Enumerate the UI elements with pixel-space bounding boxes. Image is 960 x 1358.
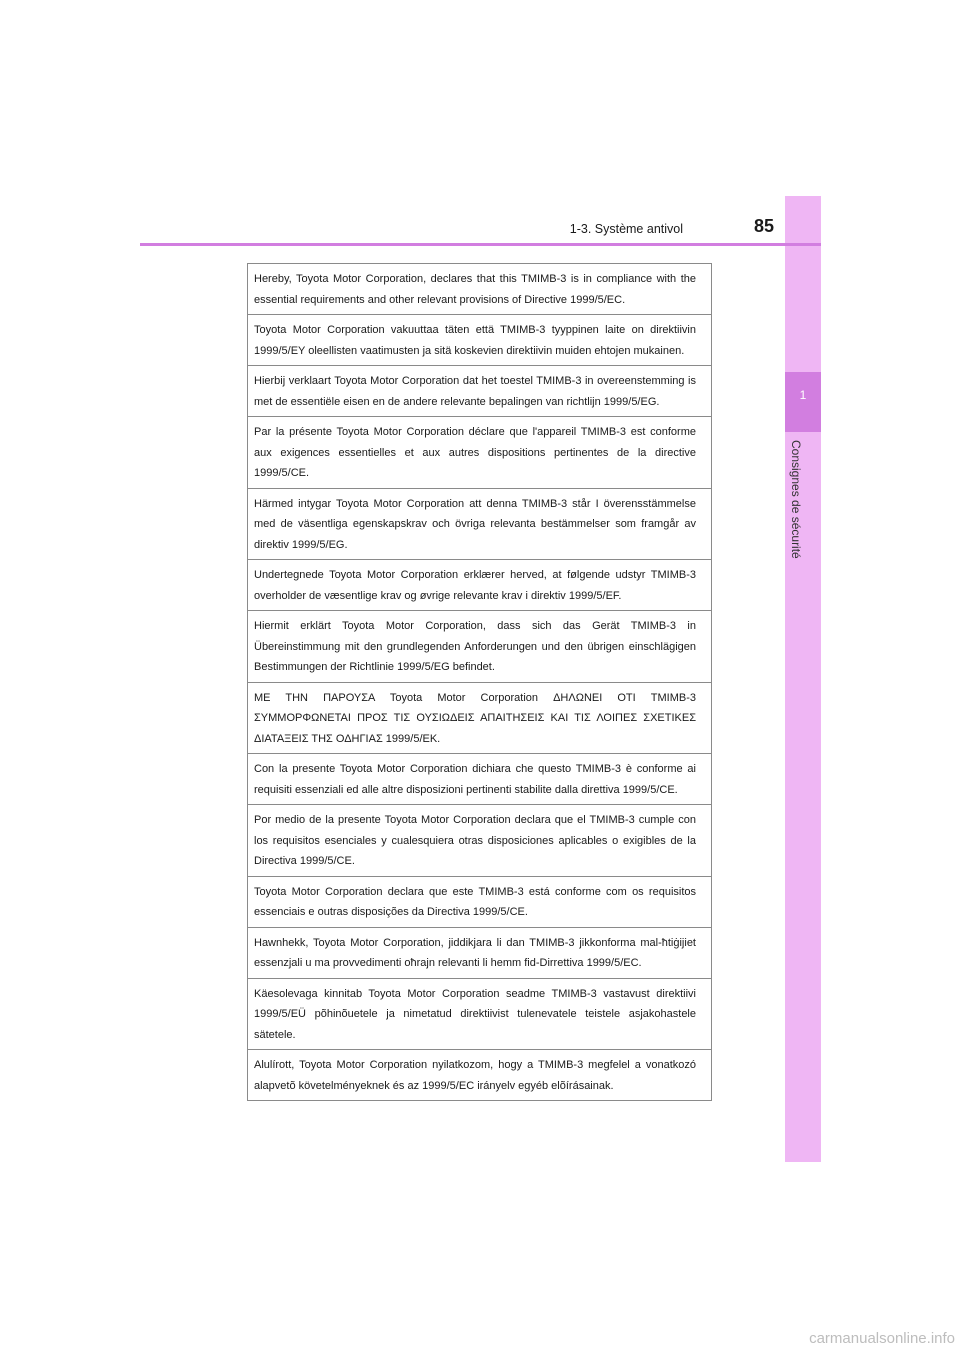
- table-row: [248, 1050, 712, 1101]
- declaration-spanish: Por medio de la presente Toyota Motor Corporation declara que el TMIMB-3 cumple con los requisitos esenciales y cualesquiera otras disposiciones aplicables o exigibles de la Directiva 1999/5/CE.: [248, 805, 712, 877]
- table-row: [248, 315, 712, 366]
- declaration-finnish: Toyota Motor Corporation vakuuttaa täten että TMIMB-3 tyyppinen laite on direktiivin 1999/5/EY oleellisten vaatimusten ja sitä koskevien direktiivin muiden ehtojen mukainen.: [248, 315, 712, 366]
- declarations-table: [247, 263, 712, 1101]
- table-row: [248, 876, 712, 927]
- chapter-side-strip: [785, 196, 821, 1162]
- table-row: [248, 264, 712, 315]
- declaration-greek: ΜΕ ΤΗΝ ΠΑΡΟΥΣΑ Toyota Motor Corporation ΔΗΛΩΝΕΙ ΟΤΙ TMIMB-3 ΣΥΜΜΟΡΦΩΝΕΤΑΙ ΠΡΟΣ ΤΙΣ ΟΥΣΙΩΔΕΙΣ ΑΠΑΙΤΗΣΕΙΣ ΚΑΙ ΤΙΣ ΛΟΙΠΕΣ ΣΧΕΤΙΚΕΣ ΔΙΑΤΑΞΕΙΣ ΤΗΣ ΟΔΗΓΙΑΣ 1999/5/ΕΚ.: [248, 682, 712, 754]
- chapter-title: Consignes de sécurité: [789, 440, 803, 559]
- table-row: [248, 978, 712, 1050]
- chapter-number: 1: [799, 388, 807, 402]
- declaration-italian: Con la presente Toyota Motor Corporation dichiara che questo TMIMB-3 è conforme ai requisiti essenziali ed alle altre disposizioni pertinenti stabilite dalla direttiva 1999/5/CE.: [248, 754, 712, 805]
- declaration-maltese: Hawnhekk, Toyota Motor Corporation, jiddikjara li dan TMIMB-3 jikkonforma mal-ħtiġijiet essenzjali u ma provvedimenti oħrajn relevanti li hemm fid-Dirrettiva 1999/5/EC.: [248, 927, 712, 978]
- declaration-french: Par la présente Toyota Motor Corporation déclare que l'appareil TMIMB-3 est conforme aux exigences essentielles et aux autres dispositions pertinentes de la directive 1999/5/CE.: [248, 417, 712, 489]
- page-number: 85: [753, 216, 774, 236]
- declaration-hungarian: Alulírott, Toyota Motor Corporation nyilatkozom, hogy a TMIMB-3 megfelel a vonatkozó alapvetõ követelményeknek és az 1999/5/EC irányelv egyéb elõírásainak.: [248, 1050, 712, 1101]
- section-title: 1-3. Système antivol: [569, 222, 683, 236]
- declaration-swedish: Härmed intygar Toyota Motor Corporation att denna TMIMB-3 står I överensstämmelse med de väsentliga egenskapskrav och övriga relevanta bestämmelser som framgår av direktiv 1999/5/EG.: [248, 488, 712, 560]
- table-row: [248, 488, 712, 560]
- declaration-danish: Undertegnede Toyota Motor Corporation erklærer herved, at følgende udstyr TMIMB-3 overholder de væsentlige krav og øvrige relevante krav i direktiv 1999/5/EF.: [248, 560, 712, 611]
- declaration-german: Hiermit erklärt Toyota Motor Corporation, dass sich das Gerät TMIMB-3 in Übereinstimmung mit den grundlegenden Anforderungen und den übrigen einschlägigen Bestimmungen der Richtlinie 1999/5/EG befindet.: [248, 611, 712, 683]
- table-row: [248, 417, 712, 489]
- watermark: carmanualsonline.info: [809, 1330, 955, 1347]
- declaration-english: Hereby, Toyota Motor Corporation, declares that this TMIMB-3 is in compliance with the essential requirements and other relevant provisions of Directive 1999/5/EC.: [248, 264, 712, 315]
- declaration-portuguese: Toyota Motor Corporation declara que este TMIMB-3 está conforme com os requisitos essenciais e outras disposições da Directiva 1999/5/CE.: [248, 876, 712, 927]
- table-row: [248, 611, 712, 683]
- declaration-estonian: Käesolevaga kinnitab Toyota Motor Corporation seadme TMIMB-3 vastavust direktiivi 1999/5/EÜ põhinõuetele ja nimetatud direktiivist tulenevatele teistele asjakohastele sätetele.: [248, 978, 712, 1050]
- table-row: [248, 560, 712, 611]
- table-row: [248, 805, 712, 877]
- table-row: [248, 682, 712, 754]
- table-row: [248, 366, 712, 417]
- chapter-tab: [785, 372, 821, 432]
- header-rule: [140, 243, 821, 246]
- table-row: [248, 754, 712, 805]
- table-row: [248, 927, 712, 978]
- declaration-dutch: Hierbij verklaart Toyota Motor Corporation dat het toestel TMIMB-3 in overeenstemming is met de essentiële eisen en de andere relevante bepalingen van richtlijn 1999/5/EG.: [248, 366, 712, 417]
